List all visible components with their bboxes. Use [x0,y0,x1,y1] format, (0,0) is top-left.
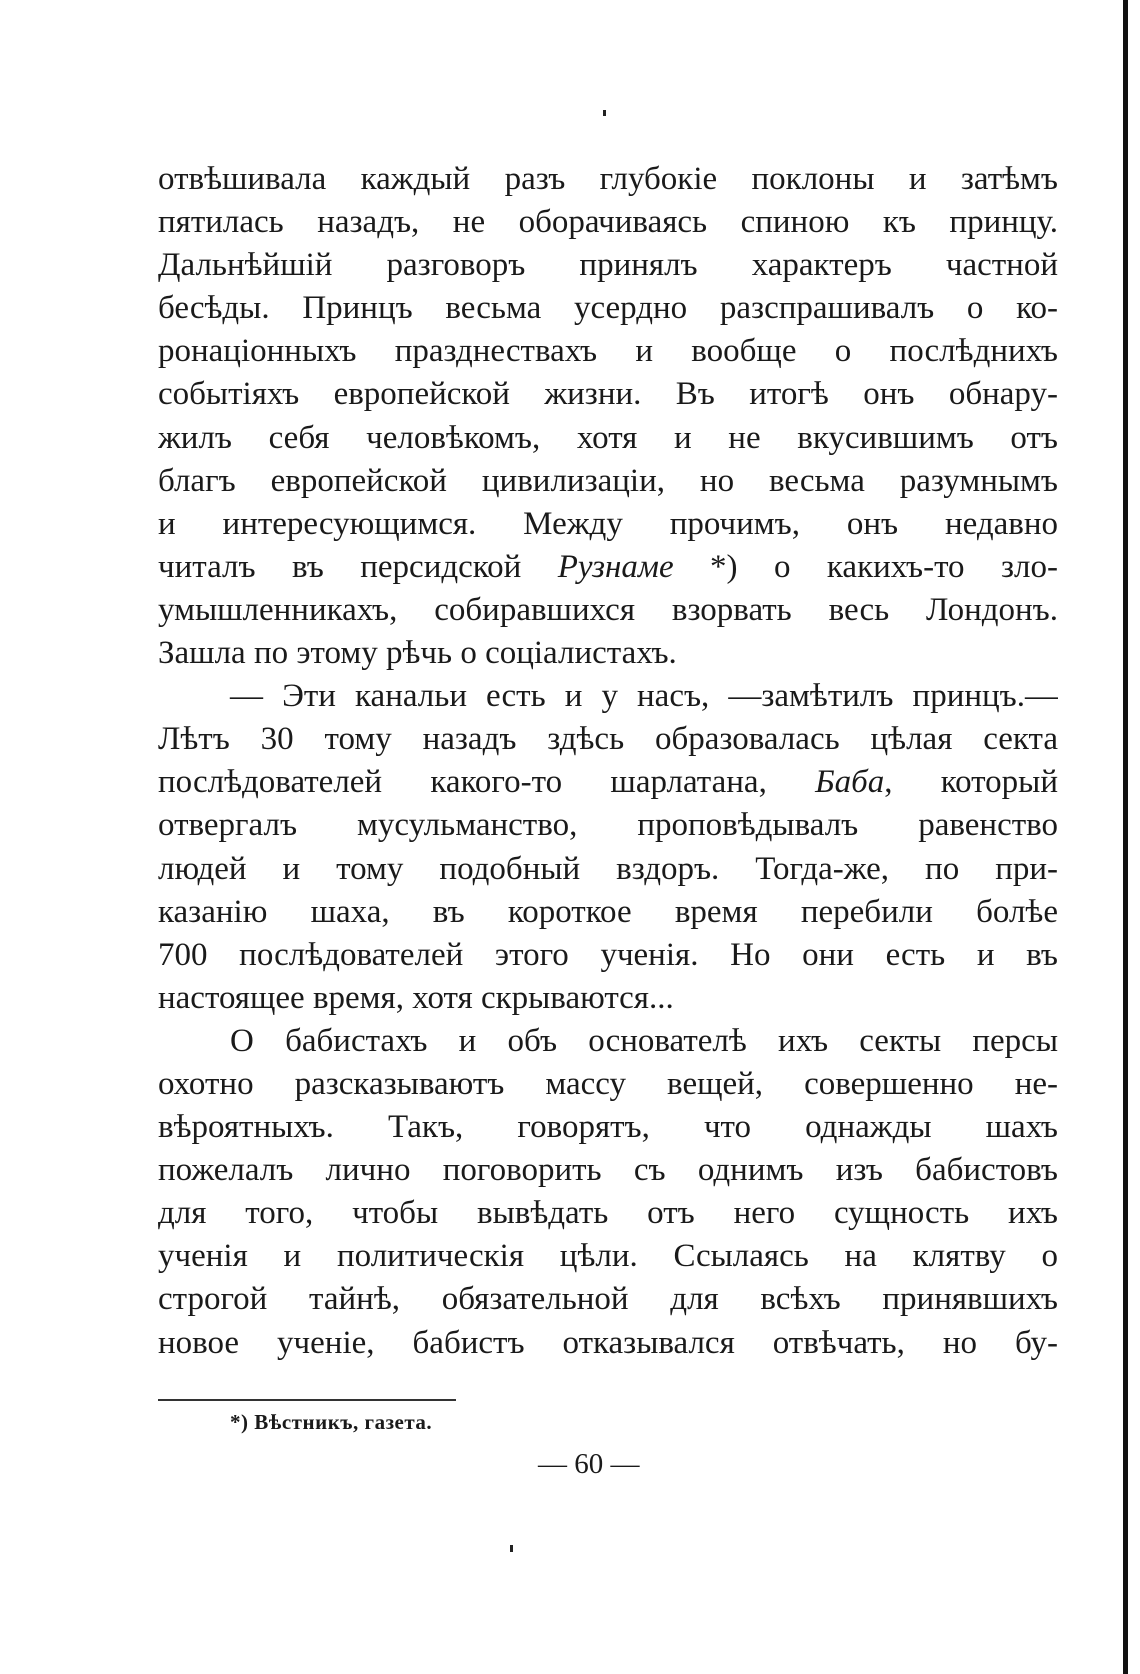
italic-term: Рузнаме [557,548,674,585]
scan-speck [510,1545,513,1552]
text-segment: читалъ въ персидской [158,548,558,585]
text-line: Дальнѣйшій разговоръ принялъ характеръ частной [158,247,1058,284]
text-line: и интересующимся. Между прочимъ, онъ недавно [158,505,1058,542]
text-line: строгой тайнѣ, обязательной для всѣхъ принявшихъ [158,1281,1058,1318]
text-line: событіяхъ европейской жизни. Въ итогѣ онъ обнару- [158,376,1058,413]
text-line: бесѣды. Принцъ весьма усердно разспрашивалъ о ко- [158,290,1058,327]
text-line: пятилась назадъ, не оборачиваясь спиною къ принцу. [158,204,1058,241]
text-line: 700 послѣдователей этого ученія. Но они есть и въ [158,936,1058,973]
text-segment: послѣдователей какого-то шарлатана, [158,764,816,801]
text-segment: , который [884,764,1058,801]
text-line: О бабистахъ и объ основателѣ ихъ секты персы [230,1022,1058,1059]
text-line: настоящее время, хотя скрываются... [158,979,674,1016]
scan-speck [603,110,606,116]
footnote: *) Вѣстникъ, газета. [230,1410,433,1434]
text-line: отвергалъ мусульманство, проповѣдывалъ равенство [158,807,1058,844]
text-line: для того, чтобы вывѣдать отъ него сущность ихъ [158,1195,1058,1232]
text-line: вѣроятныхъ. Такъ, говорятъ, что однажды шахъ [158,1109,1058,1146]
text-segment: *) о какихъ-то зло- [673,548,1058,585]
text-line: отвѣшивала каждый разъ глубокіе поклоны и затѣмъ [158,161,1058,197]
footnote-rule [158,1399,456,1401]
page-number: — 60 — [538,1448,640,1480]
text-line: ронаціонныхъ празднествахъ и вообще о послѣднихъ [158,333,1058,370]
text-line: новое ученіе, бабистъ отказывался отвѣчать, но бу- [158,1324,1058,1361]
text-line: людей и тому подобный вздоръ. Тогда-же, по при- [158,850,1058,887]
text-line: — Эти канальи есть и у насъ, —замѣтилъ принцъ.— [230,678,1058,715]
text-line-with-footnote-ref [158,546,1058,589]
page-edge-shadow [1123,0,1128,1674]
text-line: умышленникахъ, собиравшихся взорвать весь Лондонъ. [158,591,1058,628]
body-text [158,158,1058,1365]
text-line: ученія и политическія цѣли. Ссылаясь на клятву о [158,1238,1058,1275]
text-line: жилъ себя человѣкомъ, хотя и не вкусившимъ отъ [158,419,1058,456]
text-line: Зашла по этому рѣчь о соціалистахъ. [158,635,677,672]
italic-term: Баба [815,764,885,801]
text-line: казанію шаха, въ короткое время перебили болѣе [158,893,1058,930]
text-line: пожелалъ лично поговорить съ однимъ изъ бабистовъ [158,1152,1058,1189]
text-line: Лѣтъ 30 тому назадъ здѣсь образовалась цѣлая секта [158,721,1058,758]
text-line: благъ европейской цивилизаціи, но весьма разумнымъ [158,462,1058,499]
text-line [158,761,1058,804]
text-line: охотно разсказываютъ массу вещей, совершенно не- [158,1065,1058,1102]
